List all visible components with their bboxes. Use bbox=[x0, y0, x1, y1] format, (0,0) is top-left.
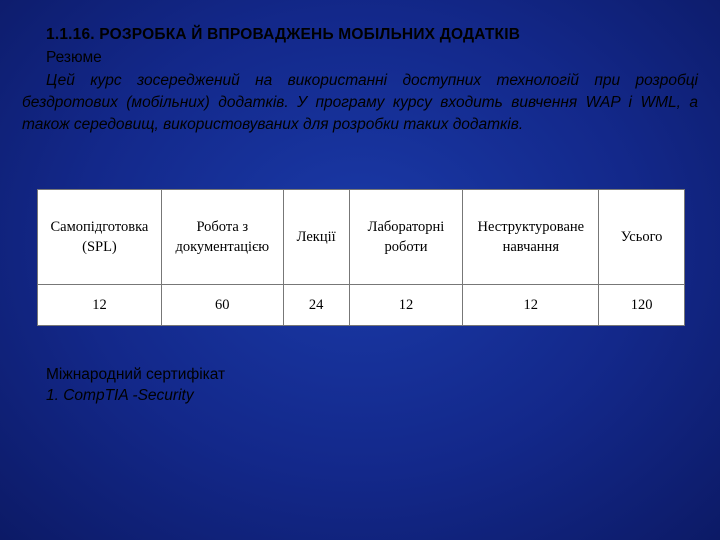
course-title: 1.1.16. РОЗРОБКА Й ВПРОВАДЖЕНЬ МОБІЛЬНИХ ДОДАТКІВ bbox=[46, 26, 521, 43]
header-cell-total: Усього bbox=[599, 190, 685, 285]
header-cell-lectures: Лекції bbox=[283, 190, 349, 285]
header-cell-unstructured: Неструктуроване навчання bbox=[463, 190, 599, 285]
header-cell-labs: Лабораторні роботи bbox=[349, 190, 463, 285]
course-description: Цей курс зосереджений на використанні доступних технологій при розробці бездротових (мобільних) додатків. У програму курсу входить вивчення WAP і WML, а також середовищ, використовуваних для розробки таких додатків. bbox=[22, 72, 698, 133]
certificate-item: 1. CompTIA -Security bbox=[46, 387, 194, 404]
value-cell-labs: 12 bbox=[349, 285, 463, 326]
value-cell-unstructured: 12 bbox=[463, 285, 599, 326]
value-cell-documentation: 60 bbox=[161, 285, 283, 326]
certificate-title: Міжнародний сертифікат bbox=[46, 366, 226, 383]
hours-table bbox=[37, 189, 685, 326]
summary-label: Резюме bbox=[46, 49, 102, 66]
table-header-row bbox=[38, 190, 685, 285]
value-cell-total: 120 bbox=[599, 285, 685, 326]
header-cell-documentation: Робота з документацією bbox=[161, 190, 283, 285]
value-cell-lectures: 24 bbox=[283, 285, 349, 326]
table-row bbox=[38, 285, 685, 326]
header-cell-self-study: Самопідготовка (SPL) bbox=[38, 190, 162, 285]
value-cell-self-study: 12 bbox=[38, 285, 162, 326]
